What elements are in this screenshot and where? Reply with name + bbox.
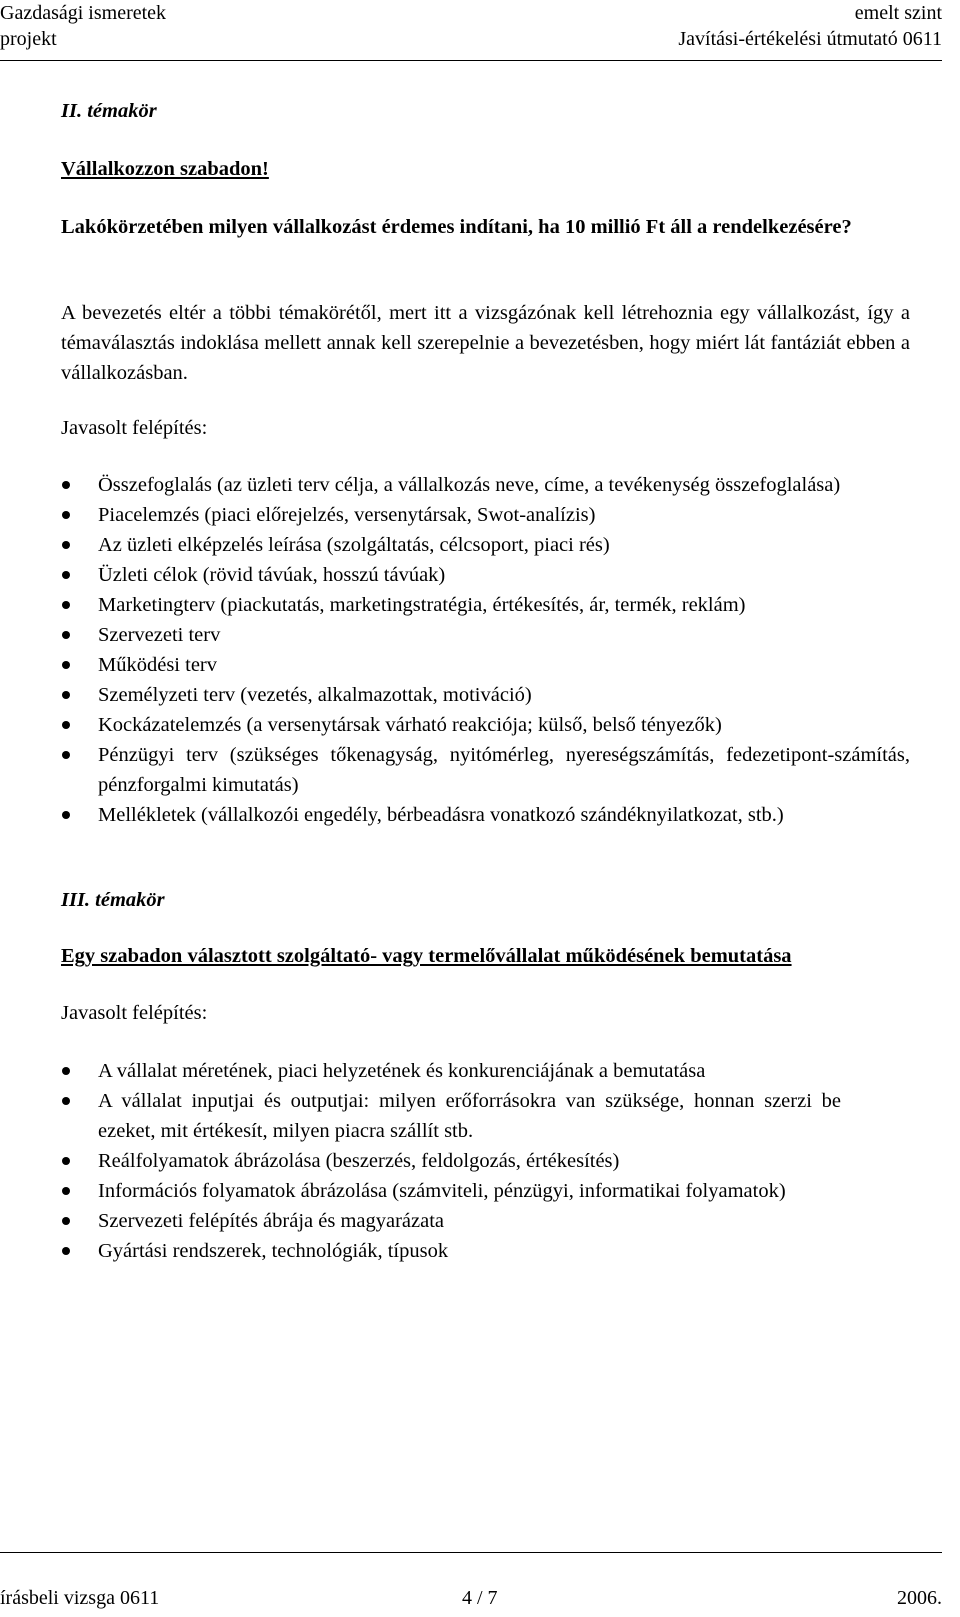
list-item: A vállalat méretének, piaci helyzetének és konkurenciájának a bemutatása — [61, 1056, 841, 1086]
page-content — [61, 96, 910, 1266]
header-level: emelt szint — [854, 2, 942, 24]
footer-exam: írásbeli vizsga 0611 — [0, 1587, 160, 1609]
list-item: Piacelemzés (piaci előrejelzés, versenytársak, Swot-analízis) — [61, 500, 910, 530]
list-item: Szervezeti felépítés ábrája és magyarázata — [61, 1206, 841, 1236]
header-guide: Javítási-értékelési útmutató 0611 — [678, 28, 942, 50]
section3-structure-label: Javasolt felépítés: — [61, 1002, 208, 1024]
list-item: Mellékletek (vállalkozói engedély, bérbeadásra vonatkozó szándéknyilatkozat, stb.) — [61, 800, 910, 830]
footer-year: 2006. — [897, 1587, 942, 1609]
list-item: Információs folyamatok ábrázolása (számviteli, pénzügyi, informatikai folyamatok) — [61, 1176, 841, 1206]
header-subject: Gazdasági ismeretek — [0, 2, 167, 24]
list-item: Működési terv — [61, 650, 910, 680]
list-item: Összefoglalás (az üzleti terv célja, a vállalkozás neve, címe, a tevékenység összefoglalása) — [61, 470, 910, 500]
page-footer — [0, 1552, 942, 1613]
list-item: Gyártási rendszerek, technológiák, típusok — [61, 1236, 841, 1266]
list-item: Pénzügyi terv (szükséges tőkenagyság, nyitómérleg, nyereségszámítás, fedezetipont-számítás, pénzforgalmi kimutatás) — [61, 740, 910, 800]
section3-title: Egy szabadon választott szolgáltató- vagy termelővállalat működésének bemutatása — [61, 945, 792, 967]
list-item: Személyzeti terv (vezetés, alkalmazottak, motiváció) — [61, 680, 910, 710]
list-item: Marketingterv (piackutatás, marketingstratégia, értékesítés, ár, termék, reklám) — [61, 590, 910, 620]
section2-question: Lakókörzetében milyen vállalkozást érdemes indítani, ha 10 millió Ft áll a rendelkezésére? — [61, 216, 852, 238]
list-item: Szervezeti terv — [61, 620, 910, 650]
section2-title: Vállalkozzon szabadon! — [61, 158, 269, 180]
section3-list — [61, 1056, 841, 1266]
section2-list — [61, 470, 910, 830]
list-item: Reálfolyamatok ábrázolása (beszerzés, feldolgozás, értékesítés) — [61, 1146, 841, 1176]
header-type: projekt — [0, 28, 57, 50]
list-item: Üzleti célok (rövid távúak, hosszú távúak) — [61, 560, 910, 590]
list-item: Az üzleti elképzelés leírása (szolgáltatás, célcsoport, piaci rés) — [61, 530, 910, 560]
list-item: A vállalat inputjai és outputjai: milyen erőforrásokra van szüksége, honnan szerzi be ezeket, mit értékesít, milyen piacra szállít stb. — [61, 1086, 841, 1146]
section2-intro: A bevezetés eltér a többi témakörétől, mert itt a vizsgázónak kell létrehoznia egy vállalkozást, így a témaválasztás indoklása mellett annak kell szerepelnie a bevezetésben, hogy miért lát fantáziát ebben a vállalkozásban. — [61, 302, 910, 384]
section2-structure-label: Javasolt felépítés: — [61, 417, 208, 439]
page-header — [0, 0, 942, 61]
section2-heading: II. témakör — [61, 100, 157, 122]
page-number: 4 / 7 — [462, 1587, 498, 1609]
section3-heading: III. témakör — [61, 889, 165, 911]
list-item: Kockázatelemzés (a versenytársak várható reakciója; külső, belső tényezők) — [61, 710, 910, 740]
